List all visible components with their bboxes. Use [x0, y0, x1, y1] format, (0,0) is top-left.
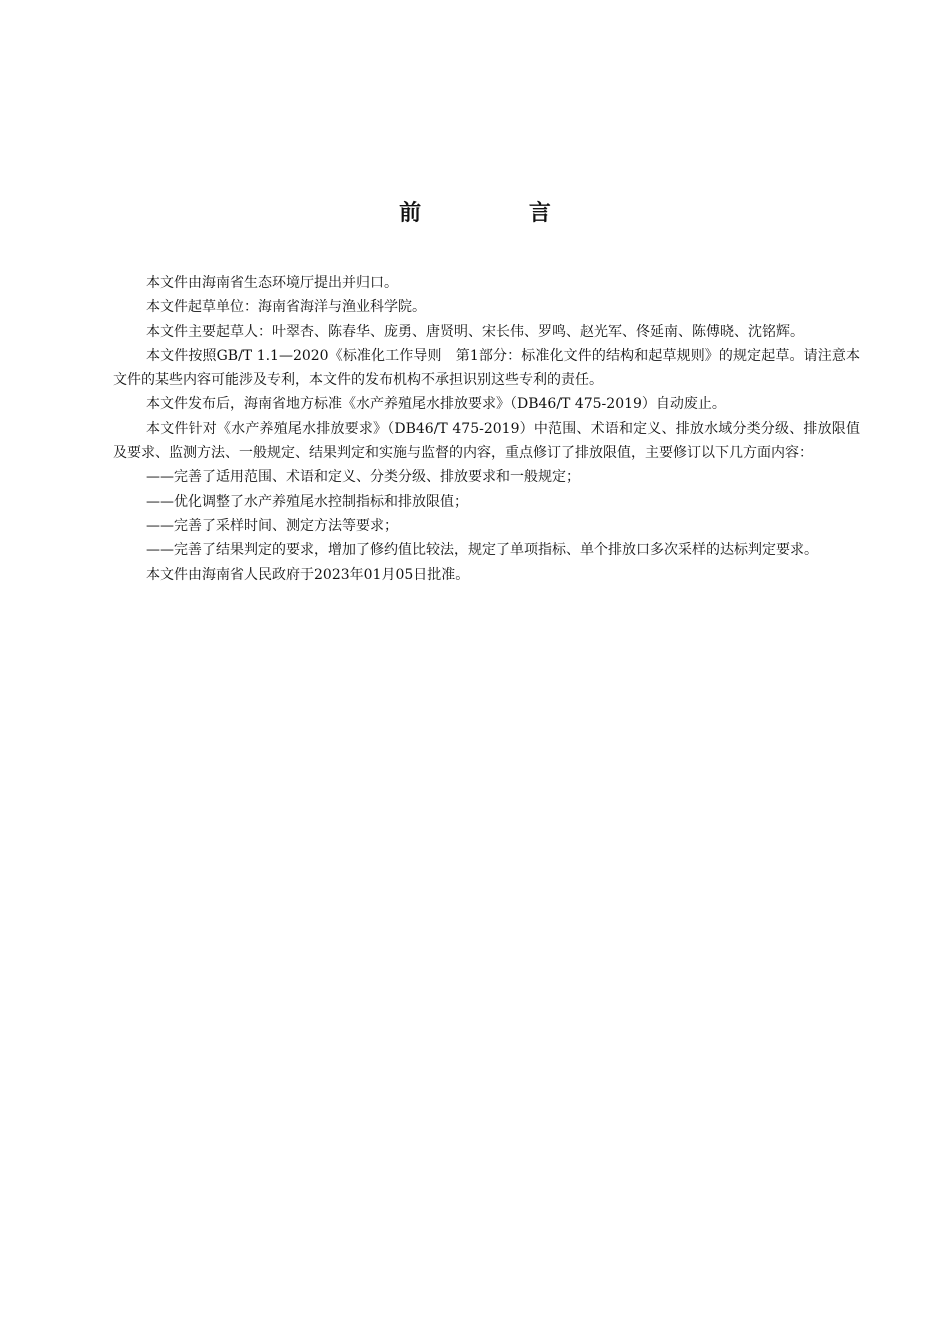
- paragraph-revision-summary: 本文件针对《水产养殖尾水排放要求》（DB46/T 475-2019）中范围、术语和定义、排放水域分类分级、排放限值及要求、监测方法、一般规定、结果判定和实施与监督的内容，重点修订了排放限值，主要修订以下几方面内容：: [113, 420, 860, 462]
- list-item-revision-4: ——完善了结果判定的要求，增加了修约值比较法，规定了单项指标、单个排放口多次采样的达标判定要求。: [146, 542, 818, 559]
- paragraph-drafting-unit: 本文件起草单位：海南省海洋与渔业科学院。: [146, 299, 426, 316]
- preface-body: [113, 271, 860, 587]
- paragraph-supersedes: 本文件发布后，海南省地方标准《水产养殖尾水排放要求》（DB46/T 475-2019）自动废止。: [146, 396, 726, 413]
- list-item-revision-1: ——完善了适用范围、术语和定义、分类分级、排放要求和一般规定；: [146, 469, 580, 486]
- page-title: 前 言: [399, 201, 601, 226]
- paragraph-proposer: 本文件由海南省生态环境厅提出并归口。: [146, 275, 398, 291]
- paragraph-drafting-rules: 本文件按照GB/T 1.1—2020《标准化工作导则 第1部分：标准化文件的结构和起草规则》的规定起草。请注意本文件的某些内容可能涉及专利，本文件的发布机构不承担识别这些专利的责任。: [113, 347, 860, 389]
- paragraph-drafters: 本文件主要起草人：叶翠杏、陈春华、庞勇、唐贤明、宋长伟、罗鸣、赵光军、佟延南、陈傅晓、沈铭辉。: [146, 323, 804, 340]
- list-item-revision-3: ——完善了采样时间、测定方法等要求；: [146, 517, 398, 534]
- paragraph-approval: 本文件由海南省人民政府于2023年01月05日批准。: [146, 566, 470, 583]
- list-item-revision-2: ——优化调整了水产养殖尾水控制指标和排放限值；: [146, 493, 468, 510]
